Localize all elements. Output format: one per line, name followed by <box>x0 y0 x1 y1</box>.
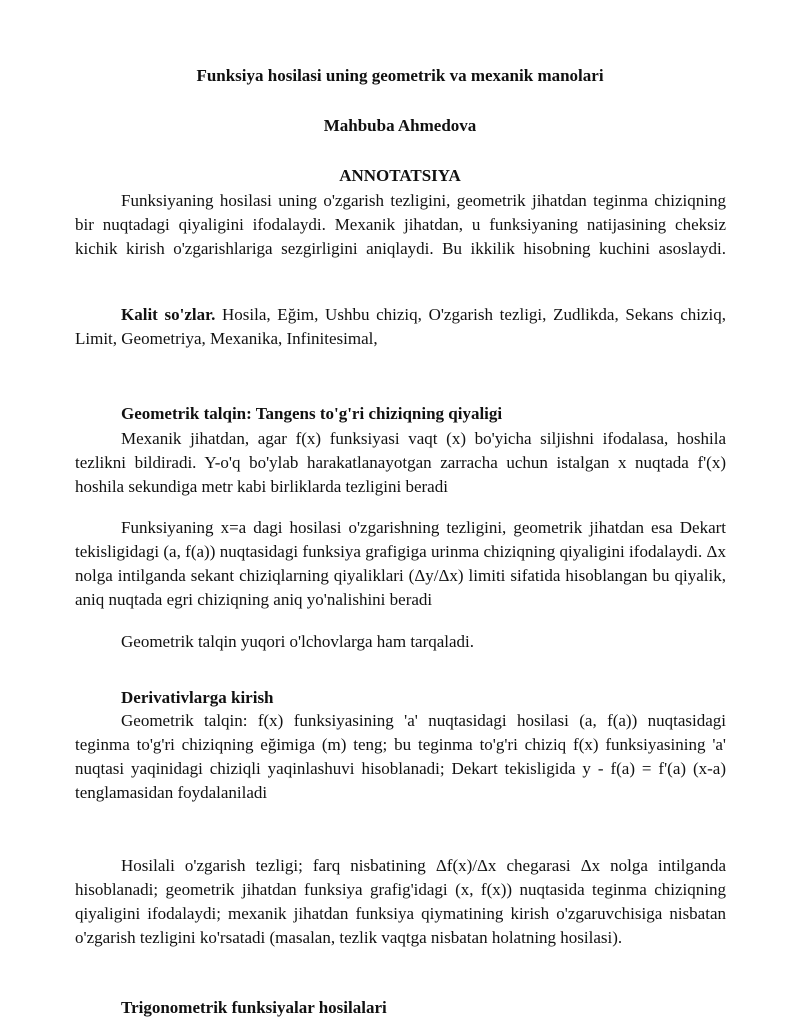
annotation-paragraph: Funksiyaning hosilasi uning o'zgarish tezligini, geometrik jihatdan teginma chiziqning bir nuqtadagi qiyaligini ifodalaydi. Mexanik jihatdan, u funksiyaning natijasining cheksiz kichik kirish o'zgarishlariga sezgirligini aniqlaydi. Bu ikkilik hisobning kuchini asoslaydi. <box>75 191 726 258</box>
section-heading-geometric: Geometrik talqin: Tangens to'g'ri chiziqning qiyaligi <box>121 404 503 423</box>
section-paragraph-tangent: Geometrik talqin: f(x) funksiyasining 'a' nuqtasidagi hosilasi (a, f(a)) nuqtasidagi teginma to'g'ri chiziqning eğimiga (m) teng; bu teginma to'g'ri chiziq f(x) funksiyasining 'a' nuqtasi yaqinidagi chiziqli yaqinlashuvi hisoblanadi; Dekart tekisligida y - f(a) = f'(a) (x-a) tenglamasidan foydalaniladi <box>75 711 726 802</box>
section-paragraph-geometric: Funksiyaning x=a dagi hosilasi o'zgarishning tezligini, geometrik jihatdan esa Dekart tekisligidagi (a, f(a)) nuqtasidagi funksiya grafigiga urinma chiziqning qiyaligini ifodalaydi. Δx nolga intilganda sekant chiziqlarning qiyaliklari (Δy/Δx) limiti sifatida hisoblangan bu qiyalik, aniq nuqtada egri chiziqning aniq yo'nalishini beradi <box>75 518 726 609</box>
section-paragraph-mechanical: Mexanik jihatdan, agar f(x) funksiyasi vaqt (x) bo'yicha siljishni ifodalasa, hoshila tezlikni bildiradi. Y-o'q bo'ylab harakatlanayotgan zarracha uchun istalgan x nuqtada f'(x) hoshila sekundiga metr kabi birliklarda tezligini beradi <box>75 429 726 496</box>
document-title: Funksiya hosilasi uning geometrik va mexanik manolari <box>196 66 604 85</box>
keywords-paragraph <box>75 303 726 351</box>
annotation-heading: ANNOTATSIYA <box>339 166 461 185</box>
keywords-list: Hosila, Eğim, Ushbu chiziq, O'zgarish tezligi, Zudlikda, Sekans chiziq, Limit, Geometriya, Mexanika, Infinitesimal, <box>75 305 726 348</box>
section-heading-derivatives: Derivativlarga kirish <box>121 688 274 707</box>
author-name: Mahbuba Ahmedova <box>323 116 477 135</box>
keywords-label: Kalit so'zlar. <box>121 305 216 324</box>
section-heading-trigonometric: Trigonometrik funksiyalar hosilalari <box>121 998 387 1017</box>
section-paragraph-rate: Hosilali o'zgarish tezligi; farq nisbatining Δf(x)/Δx chegarasi Δx nolga intilganda hisoblanadi; geometrik jihatdan funksiya grafig'idagi (x, f(x)) nuqtasida teginma chiziqning qiyaligini ifodalaydi; mexanik jihatdan funksiya qiymatining kirish o'zgaruvchisiga nisbatan o'zgarish tezligini ko'rsatadi (masalan, tezlik vaqtga nisbatan holatning hosilasi). <box>75 856 726 947</box>
section-paragraph-dimensions: Geometrik talqin yuqori o'lchovlarga ham tarqaladi. <box>121 632 475 651</box>
